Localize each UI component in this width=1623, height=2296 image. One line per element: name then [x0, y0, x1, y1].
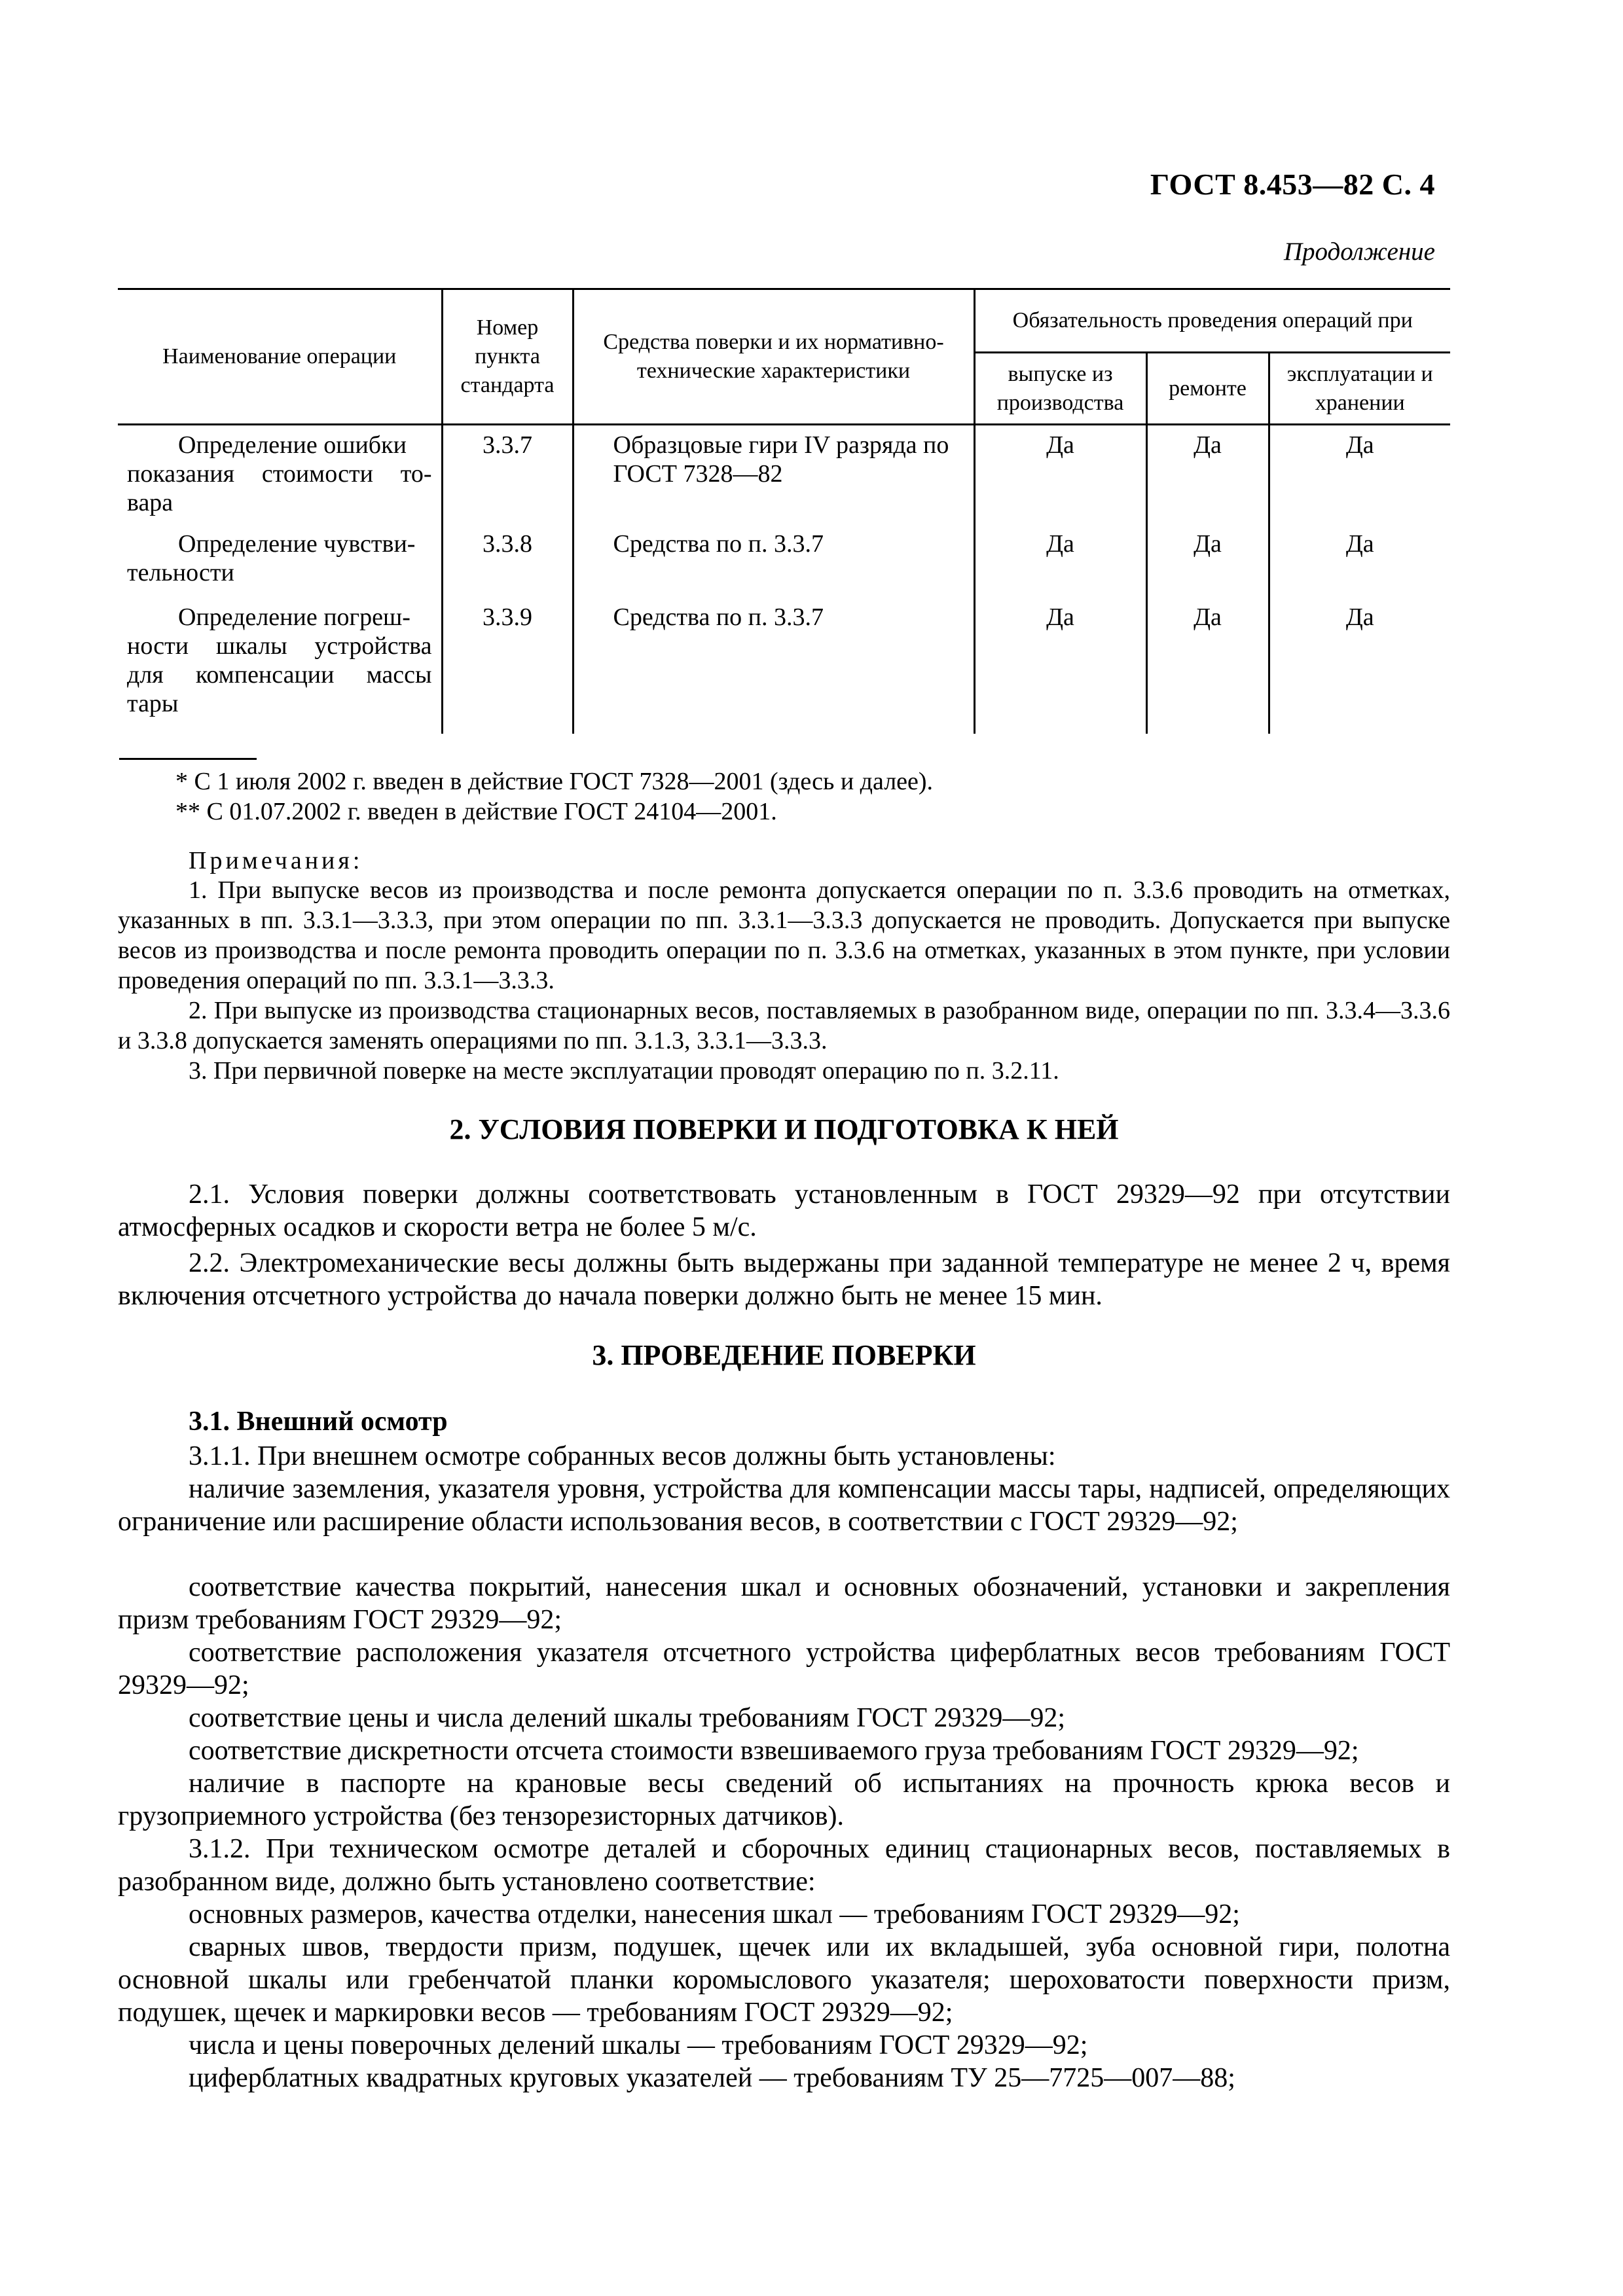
cell-release: Да	[974, 529, 1146, 603]
cell-repair: Да	[1146, 603, 1269, 734]
page-header-doc-ref: ГОСТ 8.453—82 С. 4	[1150, 168, 1435, 201]
cell-repair: Да	[1146, 425, 1269, 529]
cell-release: Да	[974, 603, 1146, 734]
note-2: 2. При выпуске из производства стационарных весов, поставляемых в разобранном виде, операции по пп. 3.3.4—3.3.6 и 3.3.8 допускается заменять операциями по пп. 3.1.3, 3.3.1—3.3.3.	[118, 997, 1450, 1054]
section-3-para: числа и цены поверочных делений шкалы — требованиям ГОСТ 29329—92;	[189, 2030, 1088, 2060]
footnote-divider	[119, 758, 257, 760]
footnote-1: * С 1 июля 2002 г. введен в действие ГОСТ 7328—2001 (здесь и далее).	[175, 768, 934, 795]
cell-means: Образцовые гири IV разряда по ГОСТ 7328—82	[573, 425, 974, 529]
section-2-para-2: 2.2. Электромеханические весы должны быть выдержаны при заданной температуре не менее 2 ч, время включения отсчетного устройства до начала поверки должно быть не менее 15 мин.	[118, 1248, 1450, 1311]
cell-means: Средства по п. 3.3.7	[573, 529, 974, 603]
section-2-para-1: 2.1. Условия поверки должны соответствовать установленным в ГОСТ 29329—92 при отсутствии атмосферных осадков и скорости ветра не более 5 м/с.	[118, 1179, 1450, 1242]
col-header-repair: ремонте	[1146, 353, 1269, 425]
section-3-para: соответствие дискретности отсчета стоимости взвешиваемого груза требованиям ГОСТ 29329—92;	[189, 1736, 1359, 1766]
col-header-operation: Наименование операции	[118, 289, 442, 425]
section-3-para: 3.1.2. При техническом осмотре деталей и сборочных единиц стационарных весов, поставляемых в разобранном виде, должно быть установлено соответствие:	[118, 1834, 1450, 1897]
section-3-para: соответствие расположения указателя отсчетного устройства циферблатных весов требованиям ГОСТ 29329—92;	[118, 1638, 1450, 1700]
col-header-release: выпуске из производства	[974, 353, 1146, 425]
cell-operation-name: Определение чувстви- тельности	[118, 529, 442, 603]
cell-clause: 3.3.8	[442, 529, 573, 603]
section-3-para: наличие в паспорте на крановые весы сведений об испытаниях на прочность крюка весов и грузоприемного устройства (без тензорезисторных датчиков).	[118, 1768, 1450, 1831]
col-header-mandatory: Обязательность проведения операций при	[974, 289, 1450, 353]
notes-title: Примечания:	[189, 847, 363, 874]
table-row	[118, 529, 1450, 603]
note-3: 3. При первичной поверке на месте эксплуатации проводят операцию по п. 3.2.11.	[189, 1057, 1059, 1085]
cell-clause: 3.3.7	[442, 425, 573, 529]
section-3-para: сварных швов, твердости призм, подушек, щечек или их вкладышей, зуба основной гири, полотна основной шкалы или гребенчатой планки коромыслового указателя; шероховатости поверхности призм, подушек, щечек и маркировки весов — требованиям ГОСТ 29329—92;	[118, 1932, 1450, 2028]
cell-operation: Да	[1345, 431, 1374, 459]
cell-operation: Да	[1345, 529, 1374, 558]
section-3-para: соответствие цены и числа делений шкалы требованиям ГОСТ 29329—92;	[189, 1703, 1066, 1733]
section-3-para: наличие заземления, указателя уровня, устройства для компенсации массы тары, надписей, определяющих ограничение или расширение области использования весов, в соответствии с ГОСТ 29329—92;	[118, 1474, 1450, 1537]
section-2-title: 2. УСЛОВИЯ ПОВЕРКИ И ПОДГОТОВКА К НЕЙ	[449, 1113, 1119, 1145]
note-1: 1. При выпуске весов из производства и после ремонта допускается операции по п. 3.3.6 проводить на отметках, указанных в пп. 3.3.1—3.3.3, при этом операции по пп. 3.3.1—3.3.3 допускается не проводить. Допускается при выпуске весов из производства и после ремонта проводить операции по п. 3.3.6 на отметках, указанных в этом пункте, при условии проведения операций по пп. 3.3.1—3.3.3.	[118, 876, 1450, 994]
continuation-label: Продолжение	[1283, 238, 1435, 266]
cell-clause: 3.3.9	[442, 603, 573, 734]
operations-table	[118, 288, 1450, 734]
cell-operation-name: Определение ошибки показания стоимости то-вара	[118, 425, 442, 529]
cell-release: Да	[974, 425, 1146, 529]
cell-repair: Да	[1146, 529, 1269, 603]
section-3-para: 3.1.1. При внешнем осмотре собранных весов должны быть установлены:	[189, 1441, 1056, 1471]
col-header-operation-storage: эксплуатации и хранении	[1269, 353, 1450, 425]
table-row	[118, 603, 1450, 734]
section-3-para: соответствие качества покрытий, нанесения шкал и основных обозначений, установки и закрепления призм требованиям ГОСТ 29329—92;	[118, 1572, 1450, 1635]
section-3-title: 3. ПРОВЕДЕНИЕ ПОВЕРКИ	[592, 1339, 976, 1371]
section-3-para: основных размеров, качества отделки, нанесения шкал — требованиям ГОСТ 29329—92;	[189, 1899, 1240, 1929]
cell-means: Средства по п. 3.3.7	[573, 603, 974, 734]
footnote-2: ** С 01.07.2002 г. введен в действие ГОСТ 24104—2001.	[175, 798, 777, 825]
cell-operation-name: Определение погреш- ности шкалы устройства для компенсации массы тары	[118, 603, 442, 734]
col-header-clause: Номер пункта стандарта	[442, 289, 573, 425]
section-3-para: циферблатных квадратных круговых указателей — требованиям ТУ 25—7725—007—88;	[189, 2063, 1235, 2093]
table-row	[118, 425, 1450, 529]
subsection-3-1-title: 3.1. Внешний осмотр	[189, 1407, 448, 1437]
col-header-means: Средства поверки и их нормативно-технические характеристики	[573, 289, 974, 425]
cell-operation: Да	[1345, 603, 1374, 631]
